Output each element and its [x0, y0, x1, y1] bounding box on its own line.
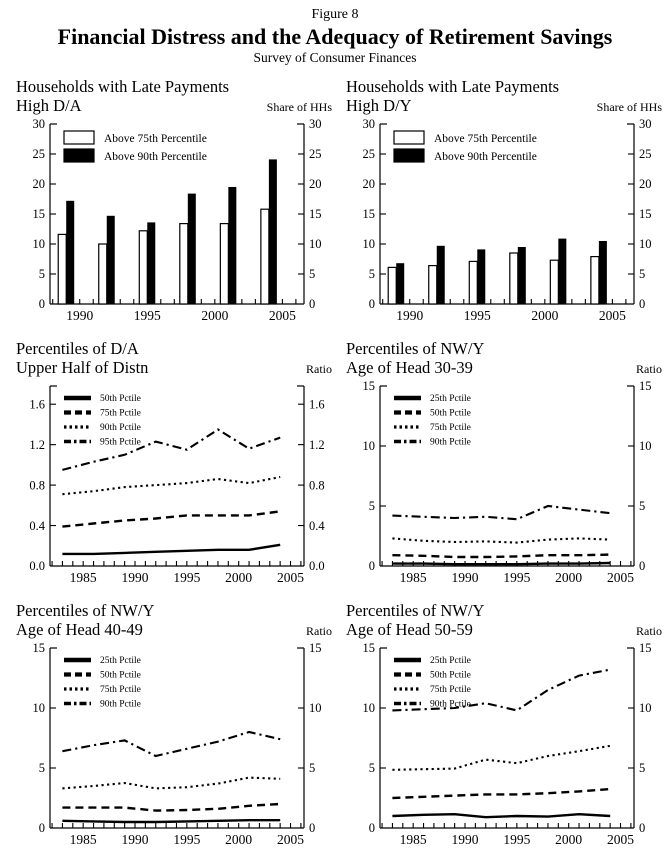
- unit-label: Ratio: [636, 624, 662, 639]
- svg-text:1985: 1985: [399, 570, 427, 586]
- svg-text:5: 5: [38, 761, 45, 776]
- svg-text:10: 10: [32, 701, 45, 716]
- chart-title-line2: High D/Y: [346, 95, 412, 115]
- svg-text:1.6: 1.6: [29, 397, 45, 412]
- svg-text:1985: 1985: [69, 570, 97, 586]
- svg-text:2005: 2005: [607, 832, 635, 848]
- svg-text:0.8: 0.8: [309, 478, 325, 493]
- chart-title: [346, 340, 668, 377]
- svg-text:5: 5: [639, 761, 646, 776]
- svg-text:1990: 1990: [451, 832, 479, 848]
- page-subtitle: Survey of Consumer Finances: [253, 50, 417, 66]
- chart-late-payments-high-da: [16, 78, 338, 332]
- svg-text:0: 0: [639, 821, 646, 836]
- page-title: Financial Distress and the Adequacy of Retirement Savings: [57, 24, 613, 49]
- chart-title-line1: Percentiles of NW/Y: [346, 601, 485, 621]
- svg-text:25: 25: [32, 147, 45, 162]
- svg-text:25: 25: [309, 147, 322, 162]
- svg-text:10: 10: [309, 701, 322, 716]
- chart-header: [16, 340, 338, 378]
- svg-text:20: 20: [362, 177, 375, 192]
- svg-text:0: 0: [38, 297, 45, 312]
- unit-label: Ratio: [306, 362, 332, 377]
- svg-text:2000: 2000: [531, 308, 559, 324]
- svg-text:75th Pctile: 75th Pctile: [100, 408, 141, 419]
- chart-title-line1: Households with Late Payments: [346, 77, 560, 97]
- svg-text:1995: 1995: [133, 308, 161, 324]
- svg-text:50th Pctile: 50th Pctile: [100, 670, 141, 681]
- svg-text:1995: 1995: [503, 570, 531, 586]
- svg-text:0: 0: [309, 821, 316, 836]
- chart-header: [16, 602, 338, 640]
- svg-text:Above 90th Percentile: Above 90th Percentile: [434, 151, 537, 164]
- svg-text:5: 5: [368, 761, 375, 776]
- svg-text:1990: 1990: [66, 308, 94, 324]
- plot-percentiles-da: [16, 378, 338, 594]
- svg-text:0: 0: [639, 297, 646, 312]
- svg-text:25: 25: [639, 147, 652, 162]
- svg-text:5: 5: [38, 267, 45, 282]
- svg-text:15: 15: [639, 641, 652, 656]
- chart-percentiles-da: [16, 340, 338, 594]
- svg-text:1995: 1995: [463, 308, 491, 324]
- figure-label: Figure 8: [311, 7, 359, 22]
- svg-text:0.0: 0.0: [309, 559, 325, 574]
- svg-text:1990: 1990: [451, 570, 479, 586]
- svg-text:1995: 1995: [173, 570, 201, 586]
- svg-text:0: 0: [639, 559, 646, 574]
- svg-text:15: 15: [362, 641, 375, 656]
- chart-header: [16, 78, 338, 116]
- svg-text:2000: 2000: [201, 308, 229, 324]
- svg-text:2000: 2000: [225, 832, 253, 848]
- svg-text:2005: 2005: [277, 832, 305, 848]
- unit-label: Ratio: [306, 624, 332, 639]
- svg-text:5: 5: [639, 267, 646, 282]
- chart-title: [16, 340, 338, 377]
- svg-text:2005: 2005: [268, 308, 296, 324]
- chart-title-line1: Percentiles of D/A: [16, 339, 139, 359]
- svg-text:5: 5: [309, 761, 316, 776]
- svg-text:15: 15: [639, 207, 652, 222]
- svg-text:50th Pctile: 50th Pctile: [100, 394, 141, 405]
- svg-text:2005: 2005: [598, 308, 626, 324]
- svg-text:0.0: 0.0: [29, 559, 45, 574]
- svg-text:30: 30: [32, 117, 45, 132]
- svg-text:75th Pctile: 75th Pctile: [430, 685, 471, 696]
- svg-text:0: 0: [368, 821, 375, 836]
- chart-header: [346, 340, 668, 378]
- svg-text:Above 90th Percentile: Above 90th Percentile: [104, 151, 207, 164]
- svg-text:1990: 1990: [121, 570, 149, 586]
- svg-text:1990: 1990: [396, 308, 424, 324]
- svg-text:0.4: 0.4: [309, 519, 325, 534]
- svg-text:5: 5: [368, 267, 375, 282]
- svg-text:1995: 1995: [503, 832, 531, 848]
- plot-percentiles-nwy-40-49: [16, 640, 338, 856]
- plot-percentiles-nwy-30-39: [346, 378, 668, 594]
- plot-late-payments-high-da: [16, 116, 338, 332]
- svg-text:0.4: 0.4: [29, 519, 45, 534]
- chart-title-line2: Age of Head 40-49: [16, 619, 143, 639]
- unit-label: Share of HHs: [596, 100, 662, 115]
- svg-text:1.6: 1.6: [309, 397, 325, 412]
- unit-label: Ratio: [636, 362, 662, 377]
- svg-text:90th Pctile: 90th Pctile: [100, 423, 141, 434]
- svg-text:15: 15: [32, 207, 45, 222]
- svg-text:10: 10: [32, 237, 45, 252]
- svg-text:30: 30: [639, 117, 652, 132]
- chart-title: [346, 602, 668, 639]
- chart-title-line2: High D/A: [16, 95, 82, 115]
- svg-text:20: 20: [639, 177, 652, 192]
- charts-grid: [0, 78, 670, 856]
- unit-label: Share of HHs: [266, 100, 332, 115]
- svg-text:Above 75th Percentile: Above 75th Percentile: [434, 133, 537, 146]
- svg-text:10: 10: [362, 701, 375, 716]
- svg-text:90th Pctile: 90th Pctile: [430, 437, 471, 448]
- svg-text:1990: 1990: [121, 832, 149, 848]
- svg-text:90th Pctile: 90th Pctile: [100, 699, 141, 710]
- svg-text:25th Pctile: 25th Pctile: [430, 656, 471, 667]
- svg-text:30: 30: [362, 117, 375, 132]
- svg-text:0: 0: [38, 821, 45, 836]
- svg-text:0: 0: [368, 297, 375, 312]
- svg-text:15: 15: [309, 641, 322, 656]
- svg-text:1.2: 1.2: [29, 438, 45, 453]
- plot-percentiles-nwy-50-59: [346, 640, 668, 856]
- svg-text:25th Pctile: 25th Pctile: [100, 656, 141, 667]
- chart-title-line2: Upper Half of Distn: [16, 357, 149, 377]
- svg-text:1985: 1985: [69, 832, 97, 848]
- svg-text:20: 20: [309, 177, 322, 192]
- chart-title: [16, 602, 338, 639]
- svg-text:Above 75th Percentile: Above 75th Percentile: [104, 133, 207, 146]
- chart-percentiles-nwy-50-59: [346, 602, 668, 856]
- svg-text:0: 0: [309, 297, 316, 312]
- svg-text:2005: 2005: [607, 570, 635, 586]
- svg-text:2000: 2000: [555, 832, 583, 848]
- svg-text:10: 10: [309, 237, 322, 252]
- svg-text:15: 15: [309, 207, 322, 222]
- chart-percentiles-nwy-30-39: [346, 340, 668, 594]
- svg-text:5: 5: [309, 267, 316, 282]
- svg-text:0.8: 0.8: [29, 478, 45, 493]
- svg-text:15: 15: [362, 379, 375, 394]
- svg-text:30: 30: [309, 117, 322, 132]
- svg-text:1985: 1985: [399, 832, 427, 848]
- chart-title-line1: Percentiles of NW/Y: [16, 601, 155, 621]
- svg-text:10: 10: [362, 439, 375, 454]
- svg-text:15: 15: [362, 207, 375, 222]
- svg-text:10: 10: [639, 439, 652, 454]
- chart-percentiles-nwy-40-49: [16, 602, 338, 856]
- svg-text:0: 0: [368, 559, 375, 574]
- svg-text:10: 10: [362, 237, 375, 252]
- chart-title-line2: Age of Head 30-39: [346, 357, 473, 377]
- svg-text:15: 15: [639, 379, 652, 394]
- chart-header: [346, 602, 668, 640]
- svg-text:2005: 2005: [277, 570, 305, 586]
- svg-text:20: 20: [32, 177, 45, 192]
- svg-text:2000: 2000: [225, 570, 253, 586]
- svg-text:2000: 2000: [555, 570, 583, 586]
- chart-title-line1: Percentiles of NW/Y: [346, 339, 485, 359]
- svg-text:50th Pctile: 50th Pctile: [430, 408, 471, 419]
- svg-text:5: 5: [368, 499, 375, 514]
- plot-late-payments-high-dy: [346, 116, 668, 332]
- svg-text:95th Pctile: 95th Pctile: [100, 437, 141, 448]
- svg-text:25th Pctile: 25th Pctile: [430, 394, 471, 405]
- svg-text:25: 25: [362, 147, 375, 162]
- svg-text:1.2: 1.2: [309, 438, 325, 453]
- svg-text:5: 5: [639, 499, 646, 514]
- chart-title-line2: Age of Head 50-59: [346, 619, 473, 639]
- chart-title-line1: Households with Late Payments: [16, 77, 230, 97]
- svg-text:50th Pctile: 50th Pctile: [430, 670, 471, 681]
- svg-text:10: 10: [639, 237, 652, 252]
- svg-text:10: 10: [639, 701, 652, 716]
- svg-text:75th Pctile: 75th Pctile: [100, 685, 141, 696]
- svg-text:15: 15: [32, 641, 45, 656]
- svg-text:1995: 1995: [173, 832, 201, 848]
- chart-header: [346, 78, 668, 116]
- chart-late-payments-high-dy: [346, 78, 668, 332]
- svg-text:75th Pctile: 75th Pctile: [430, 423, 471, 434]
- svg-text:90th Pctile: 90th Pctile: [430, 699, 471, 710]
